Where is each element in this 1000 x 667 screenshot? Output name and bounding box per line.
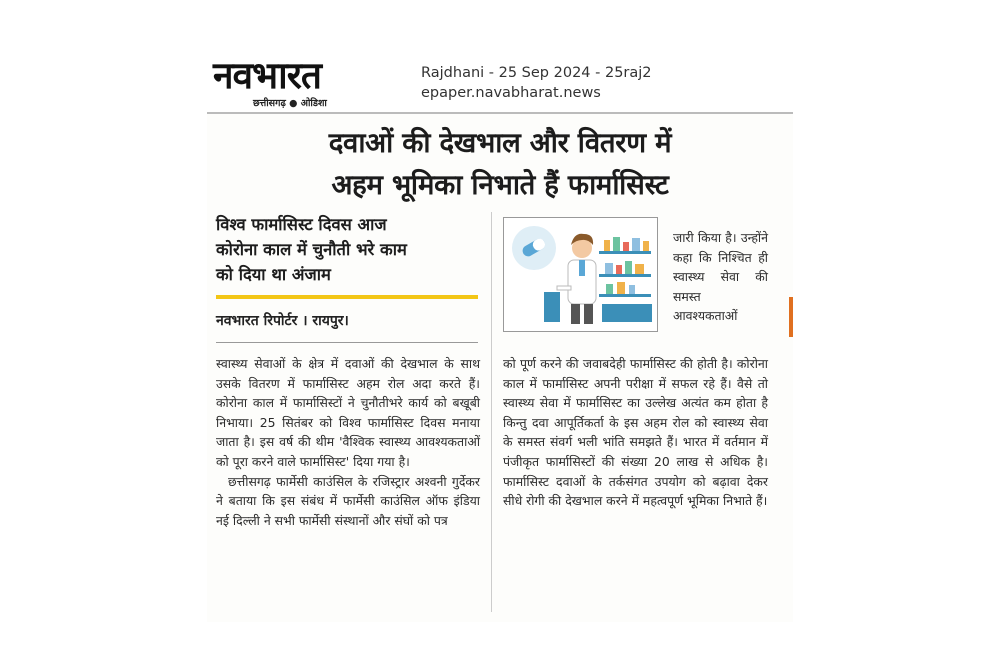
headline-line-2: अहम भूमिका निभाते हैं फार्मासिस्ट xyxy=(331,169,669,201)
masthead xyxy=(207,52,793,114)
subhead-line-2: कोरोना काल में चुनौती भरे काम xyxy=(216,240,407,259)
edition-info xyxy=(421,63,652,103)
body-column-3-top xyxy=(673,228,768,326)
subhead-line-3: को दिया था अंजाम xyxy=(216,265,331,284)
adjacent-article-edge xyxy=(789,297,793,337)
body-paragraph-1: स्वास्थ्य सेवाओं के क्षेत्र में दवाओं की देखभाल के साथ उसके वितरण में फार्मासिस्ट अहम रोल अदा करते हैं। कोरोना काल में फार्मासिस्टों ने चुनौतीभरे कार्य को बखूबी निभाया। 25 सितंबर को विश्व फार्मासिस्ट दिवस मनाया जाता है। इस वर्ष की थीम 'वैश्विक स्वास्थ्य आवश्यकताओं को पूरा करने वाले फार्मासिस्ट' दिया गया है। xyxy=(216,356,480,469)
subhead-line-1: विश्व फार्मासिस्ट दिवस आज xyxy=(216,215,387,234)
body-column-2 xyxy=(503,354,768,511)
body-paragraph-3: जारी किया है। उन्होंने कहा कि निश्चित ही स्वास्थ्य सेवा की समस्त आवश्यकताओं xyxy=(673,230,768,324)
subhead-underline xyxy=(216,295,478,299)
masthead-divider xyxy=(207,112,793,114)
article-headline xyxy=(207,122,793,206)
newspaper-clipping xyxy=(207,52,793,622)
column-divider xyxy=(491,212,492,612)
pharmacist-icon xyxy=(504,218,657,331)
edition-line: Rajdhani - 25 Sep 2024 - 25raj2 xyxy=(421,65,652,81)
logo-subtitle: छत्तीसगढ़ ● ओडिशा xyxy=(253,98,327,109)
byline-divider xyxy=(216,342,478,343)
body-paragraph-4: को पूर्ण करने की जवाबदेही फार्मासिस्ट की होती है। कोरोना काल में फार्मासिस्ट अपनी परीक्षा में सफल रहे हैं। वैसे तो स्वास्थ्य सेवा में फार्मासिस्ट का उल्लेख अत्यंत कम होता है किन्तु दवा आपूर्तिकर्ता के इस अहम रोल को स्वास्थ्य सेवा के समस्त संवर्ग भली भांति समझते हैं। भारत में वर्तमान में पंजीकृत फार्मासिस्टों की संख्या 20 लाख से अधिक है। फार्मासिस्ट दवाओं के तर्कसंगत उपयोग को बढ़ावा देकर सीधे रोगी की देखभाल करने में महत्वपूर्ण भूमिका निभाते हैं। xyxy=(503,356,768,509)
body-column-1 xyxy=(216,354,480,530)
article-subhead xyxy=(216,212,481,287)
headline-line-1: दवाओं की देखभाल और वितरण में xyxy=(328,127,672,159)
byline: नवभारत रिपोर्टर । रायपुर। xyxy=(216,313,349,329)
epaper-url: epaper.navabharat.news xyxy=(421,85,601,101)
newspaper-logo: नवभारत xyxy=(213,54,321,97)
pharmacist-illustration xyxy=(503,217,658,332)
body-paragraph-2: छत्तीसगढ़ फार्मेसी काउंसिल के रजिस्ट्रार अश्वनी गुर्देकर ने बताया कि इस संबंध में फार्मेसी काउंसिल ऑफ इंडिया नई दिल्ली ने सभी फार्मेसी संस्थानों और संघों को पत्र xyxy=(216,473,480,528)
